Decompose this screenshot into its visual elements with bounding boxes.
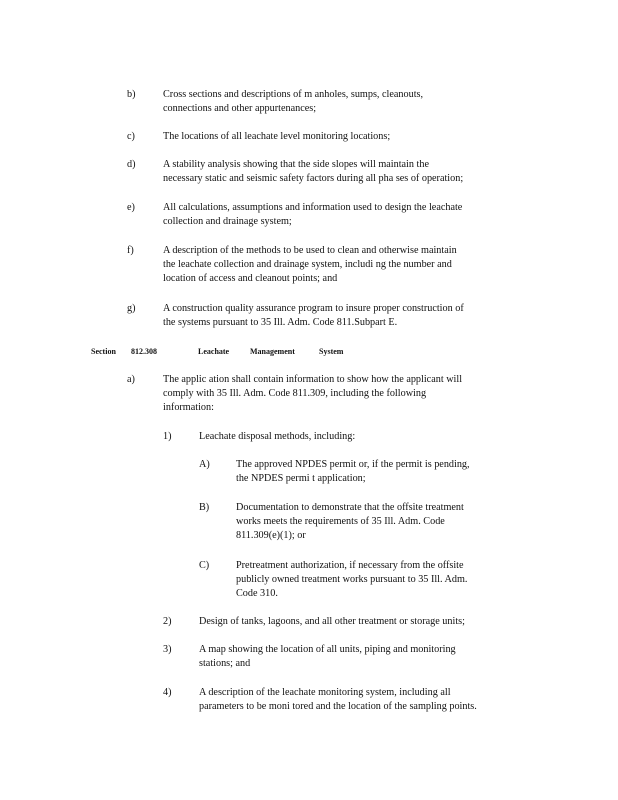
- item-label-g: g): [127, 303, 136, 314]
- subitem-text-2: Design of tanks, lagoons, and all other treatment or storage units;: [199, 616, 465, 627]
- item-text-c: The locations of all leachate level monitoring locations;: [163, 131, 391, 142]
- item-text-a: The applic ation shall contain information to show how the applicant will comply with 35 Ill. Adm. Code 811.309, including the following information:: [163, 374, 463, 413]
- item-text-e: All calculations, assumptions and information used to design the leachate collection and drainage system;: [163, 202, 463, 227]
- item-text-d: A stability analysis showing that the side slopes will maintain the necessary static and seismic safety factors during all pha ses of operation;: [163, 159, 464, 184]
- section-number: 812.308: [131, 347, 157, 356]
- subitem-label-C: C): [199, 560, 210, 571]
- subitem-label-1: 1): [163, 431, 172, 442]
- item-text-b: Cross sections and descriptions of m anholes, sumps, cleanouts, connections and other appurtenances;: [163, 89, 424, 114]
- item-text-f: A description of the methods to be used to clean and otherwise maintain the leachate collection and drainage system, includi ng the number and location of access and cleanout points; and: [163, 245, 457, 284]
- item-label-e: e): [127, 202, 135, 213]
- item-text-g: A construction quality assurance program to insure proper construction of the systems pursuant to 35 Ill. Adm. Code 811.Subpart E.: [163, 303, 464, 328]
- subitem-text-C: Pretreatment authorization, if necessary from the offsite publicly owned treatment works pursuant to 35 Ill. Adm. Code 310.: [236, 560, 468, 599]
- subitem-label-A: A): [199, 459, 210, 470]
- item-label-d: d): [127, 159, 136, 170]
- subitem-text-B: Documentation to demonstrate that the offsite treatment works meets the requirements of 35 Ill. Adm. Code 811.309(e)(1); or: [236, 502, 464, 541]
- item-label-b: b): [127, 89, 136, 100]
- subitem-label-B: B): [199, 502, 210, 513]
- subitem-label-3: 3): [163, 644, 172, 655]
- item-label-a: a): [127, 374, 135, 385]
- subitem-label-2: 2): [163, 616, 172, 627]
- item-label-f: f): [127, 245, 134, 256]
- section-title-word-3: System: [319, 347, 344, 356]
- item-label-c: c): [127, 131, 135, 142]
- subitem-text-4: A description of the leachate monitoring system, including all parameters to be moni tored and the location of the sampling points.: [199, 687, 477, 712]
- section-title-word-2: Management: [250, 347, 295, 356]
- section-word: Section: [91, 347, 116, 356]
- section-title-word-1: Leachate: [198, 347, 230, 356]
- subitem-text-3: A map showing the location of all units, piping and monitoring stations; and: [199, 644, 456, 669]
- subitem-label-4: 4): [163, 687, 172, 698]
- subitem-text-A: The approved NPDES permit or, if the permit is pending, the NPDES permi t application;: [236, 459, 470, 484]
- subitem-text-1: Leachate disposal methods, including:: [199, 431, 356, 442]
